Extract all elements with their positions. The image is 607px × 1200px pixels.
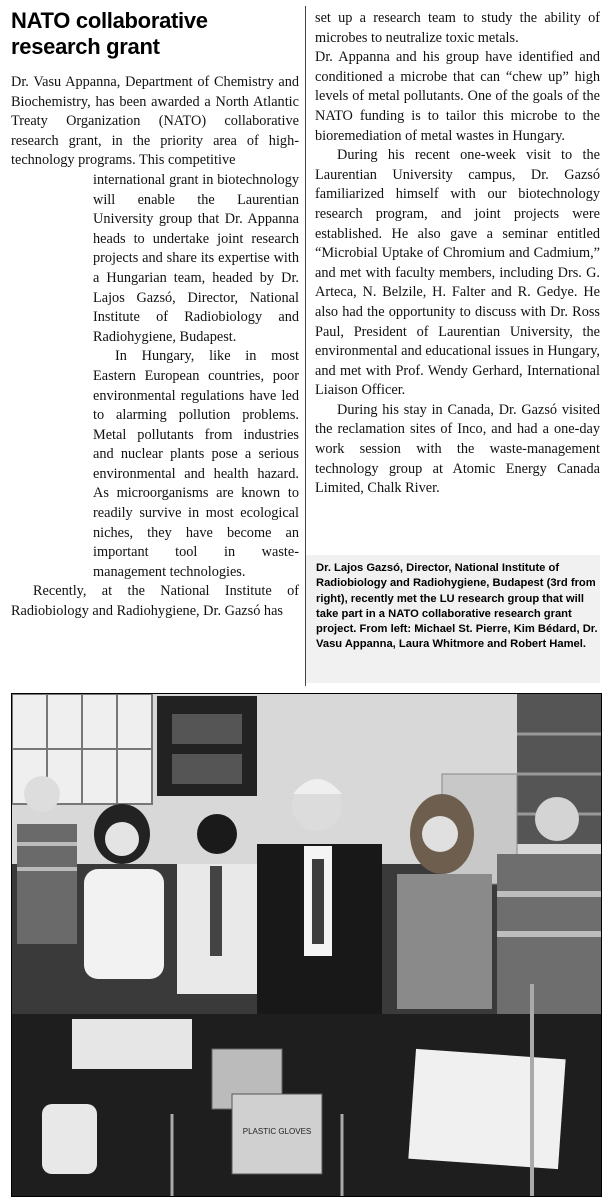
group-photo <box>11 693 602 1197</box>
body-paragraph: During his stay in Canada, Dr. Gazsó visited the reclamation sites of Inco, and had a one-day work session with the waste-management technology group at Atomic Energy Canada Limited, Chalk River. <box>315 401 600 497</box>
right-column <box>315 9 600 499</box>
lead-paragraph: Dr. Vasu Appanna, Department of Chemistry and Biochemistry, has been awarded a North Atlantic Treaty Organization (NATO) collaborative research grant, in the priority area of high-technology programs. This competitive <box>11 74 299 169</box>
body-paragraph: In Hungary, like in most Eastern European countries, poor environmental regulations have led to alarming pollution problems. Metal pollutants from industries and nuclear plants pose a serious environmental and health hazard. As microorganisms are known to readily survive in most ecological niches, they have become an important tool in waste-management technologies. <box>93 348 299 580</box>
left-column <box>11 73 299 622</box>
glove-box-label: PLASTIC GLOVES <box>242 1127 312 1136</box>
indented-text-block <box>93 171 299 582</box>
glove-box <box>232 1094 322 1174</box>
body-paragraph: set up a research team to study the ability of microbes to neutralize toxic metals. <box>315 10 600 46</box>
article-headline: NATO collaborative research grant <box>11 8 208 59</box>
photo-caption: Dr. Lajos Gazsó, Director, National Institute of Radiobiology and Radiohygiene, Budapest (3rd from right), recently met the LU research group that will take part in a NATO collaborative research grant project. From left: Michael St. Pierre, Kim Bédard, Dr. Vasu Appanna, Laura Whitmore and Robert Hamel. <box>316 562 598 651</box>
body-paragraph: During his recent one-week visit to the Laurentian University campus, Dr. Gazsó familiarized himself with our biotechnology research program, and joint projects were established. He also gave a seminar entitled “Microbial Uptake of Chromium and Cadmium,” and met with faculty members, including Drs. G. Arteca, N. Belzile, H. Falter and R. Gedye. He also had the opportunity to discuss with Dr. Ross Paul, President of Laurentian University, the environmental and educational issues in Hungary, and met with Prof. Wendy Gerhard, International Liaison Officer. <box>315 147 600 399</box>
body-paragraph: Dr. Appanna and his group have identified and conditioned a microbe that can “chew up” high levels of metal pollutants. One of the goals of the NATO funding is to tailor this microbe to the bioremediation of metal wastes in Hungary. <box>315 49 600 144</box>
body-paragraph: international grant in biotechnology will enable the Laurentian University group that Dr. Appanna heads to undertake joint research projects and share its expertise with a Hungarian team, headed by Dr. Lajos Gazsó, Director, National Institute of Radiobiology and Radiohygiene, Budapest. <box>93 171 299 345</box>
body-paragraph: Recently, at the National Institute of Radiobiology and Radiohygiene, Dr. Gazsó has <box>11 583 299 620</box>
